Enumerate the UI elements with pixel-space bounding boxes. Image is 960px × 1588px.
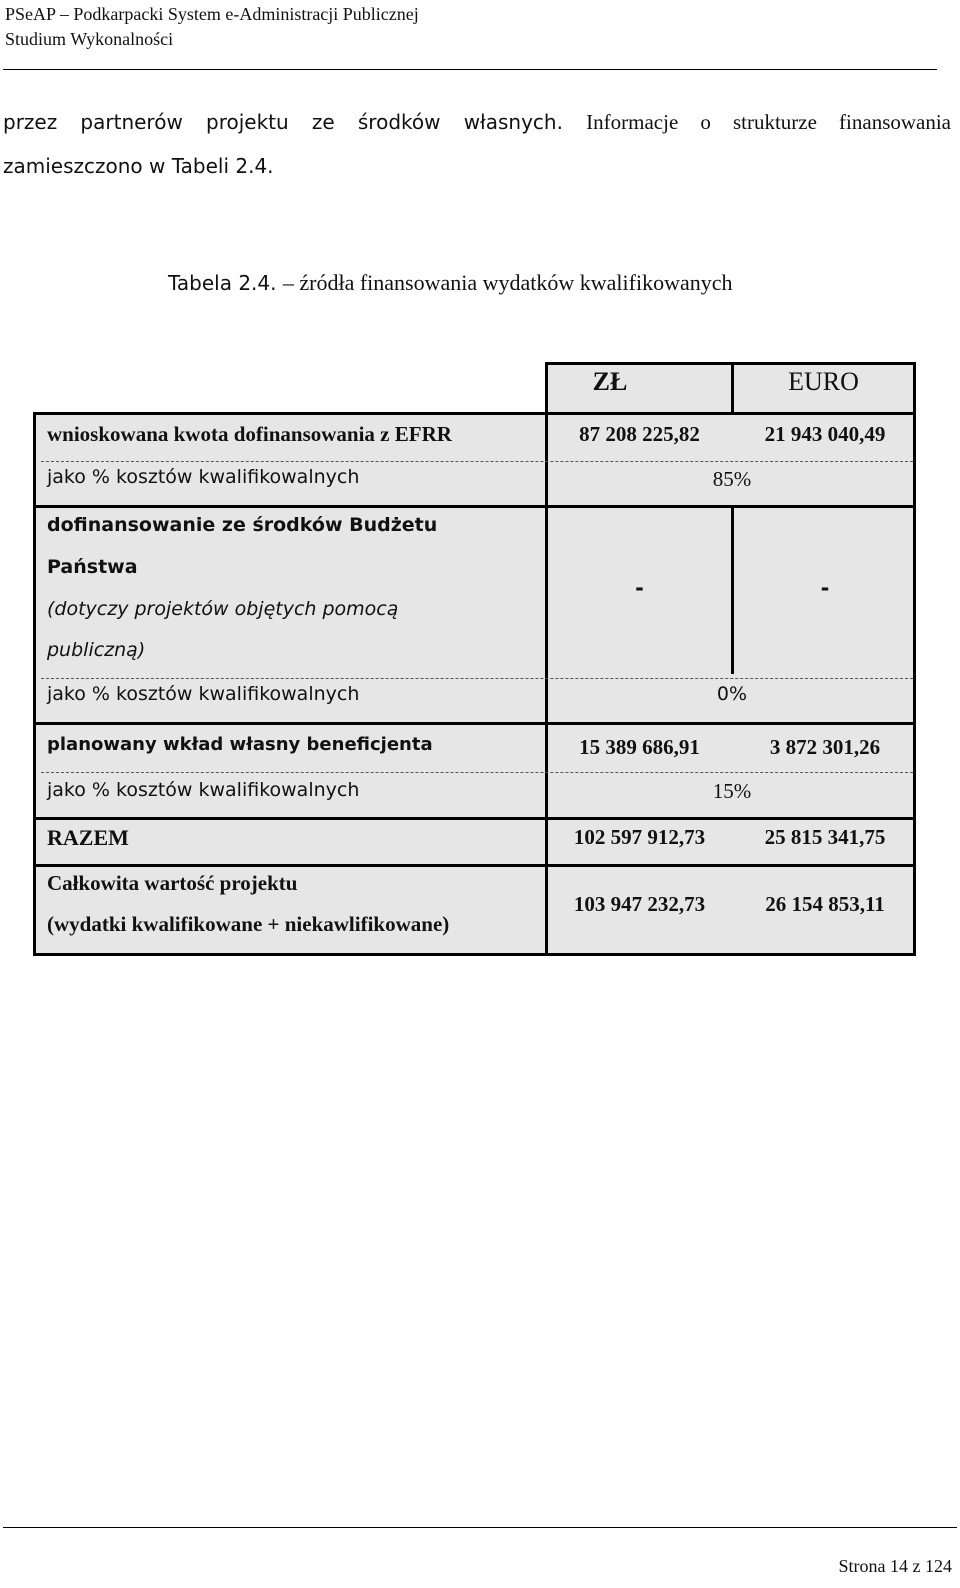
- col-header-euro: EURO: [788, 367, 859, 396]
- caption-label: Tabela 2.4.: [168, 271, 277, 295]
- row-project-zl: 103 947 232,73: [573, 892, 706, 916]
- row-total-euro: 25 815 341,75: [764, 825, 886, 849]
- document-header: [5, 2, 419, 52]
- col-header-zl: ZŁ: [592, 367, 628, 396]
- footer-rule: [3, 1527, 957, 1528]
- intro-line-1b: Informacje o strukturze finansowania: [586, 110, 952, 134]
- row-own-euro: 3 872 301,26: [769, 735, 881, 759]
- row-efrr-zl: 87 208 225,82: [579, 422, 700, 446]
- row-budget-zl: -: [635, 576, 644, 600]
- row-budget-pct-label: jako % kosztów kwalifikowalnych: [47, 683, 360, 705]
- intro-line-1: [3, 100, 951, 144]
- caption-title: – źródła finansowania wydatków kwalifikowanych: [282, 270, 733, 295]
- header-subtitle: Studium Wykonalności: [5, 29, 174, 49]
- page-number: Strona 14 z 124: [838, 1556, 952, 1576]
- row-total-zl: 102 597 912,73: [573, 825, 706, 849]
- row-own-zl: 15 389 686,91: [579, 735, 700, 759]
- row-budget-label-2: Państwa: [47, 556, 138, 578]
- row-budget-note-1: (dotyczy projektów objętych pomocą: [47, 598, 399, 620]
- h-line-3: [33, 817, 916, 820]
- h-line-1: [33, 505, 916, 508]
- h-line-2: [33, 722, 916, 725]
- intro-line-2: zamieszczono w Tabeli 2.4.: [3, 154, 274, 178]
- dash-2: [41, 678, 913, 679]
- row-budget-note-2: publiczną): [47, 639, 146, 661]
- header-title: PSeAP – Podkarpacki System e-Administracji Publicznej: [5, 4, 419, 24]
- h-line-4: [33, 864, 916, 867]
- row-own-pct-label: jako % kosztów kwalifikowalnych: [47, 779, 360, 801]
- intro-paragraph: [3, 100, 951, 188]
- row-efrr-label: wnioskowana kwota dofinansowania z EFRR: [47, 422, 452, 446]
- table-caption: [168, 270, 733, 296]
- row-own-pct: 15%: [712, 779, 752, 803]
- row-own-label: planowany wkład własny beneficjenta: [47, 734, 433, 755]
- row-efrr-euro: 21 943 040,49: [764, 422, 886, 446]
- row-total-label: RAZEM: [47, 825, 129, 850]
- row-efrr-pct: 85%: [712, 467, 752, 491]
- row-budget-euro: -: [820, 576, 830, 600]
- intro-line-1a: przez partnerów projektu ze środków własnych.: [3, 110, 563, 134]
- financing-table: [33, 362, 916, 956]
- row-budget-label-1: dofinansowanie ze środków Budżetu: [47, 514, 438, 536]
- row-efrr-pct-label: jako % kosztów kwalifikowalnych: [47, 466, 360, 488]
- header-rule: [3, 69, 937, 70]
- dash-1: [41, 461, 913, 462]
- dash-3: [41, 772, 913, 773]
- row-budget-pct: 0%: [716, 683, 748, 705]
- row-project-euro: 26 154 853,11: [765, 892, 885, 916]
- row-project-label-2: (wydatki kwalifikowane + niekawlifikowane): [47, 912, 450, 936]
- row-project-label-1: Całkowita wartość projektu: [47, 871, 298, 895]
